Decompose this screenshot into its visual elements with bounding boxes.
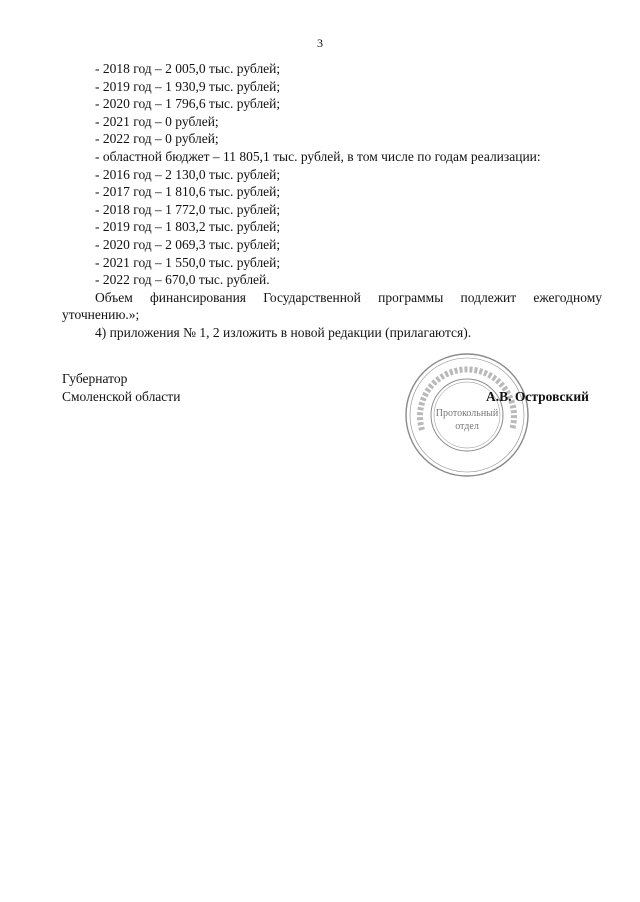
budget-line: - 2016 год – 2 130,0 тыс. рублей; bbox=[95, 166, 281, 182]
regional-budget-line: - областной бюджет – 11 805,1 тыс. рублей, в том числе по годам реализации: bbox=[95, 148, 541, 164]
signature-title-line: Смоленской области bbox=[62, 388, 181, 404]
official-seal bbox=[402, 350, 532, 480]
financing-paragraph: Объем финансирования Государственной программы подлежит ежегодному bbox=[95, 289, 602, 305]
budget-line: - 2018 год – 2 005,0 тыс. рублей; bbox=[95, 61, 281, 76]
budget-line: - 2021 год – 1 550,0 тыс. рублей; bbox=[95, 254, 281, 270]
seal-text: Протокольный bbox=[435, 408, 499, 419]
budget-line: - 2017 год – 1 810,6 тыс. рублей; bbox=[95, 184, 281, 200]
seal-text: отдел bbox=[455, 421, 479, 432]
signatory-name: А.В. Островский bbox=[486, 389, 589, 404]
financing-paragraph-end: уточнению.»; bbox=[62, 307, 140, 323]
budget-line: - 2021 год – 0 рублей; bbox=[95, 113, 219, 129]
budget-line: - 2020 год – 2 069,3 тыс. рублей; bbox=[95, 236, 281, 252]
appendix-paragraph: 4) приложения № 1, 2 изложить в новой редакции (прилагаются). bbox=[95, 324, 472, 340]
document-body bbox=[62, 60, 602, 342]
budget-line: - 2022 год – 670,0 тыс. рублей. bbox=[95, 272, 270, 288]
signature-title bbox=[62, 370, 180, 405]
page-number: 3 bbox=[317, 36, 323, 50]
signature-title-line: Губернатор bbox=[62, 371, 128, 386]
budget-line: - 2018 год – 1 772,0 тыс. рублей; bbox=[95, 201, 281, 217]
budget-line: - 2022 год – 0 рублей; bbox=[95, 131, 219, 147]
budget-line: - 2019 год – 1 803,2 тыс. рублей; bbox=[95, 219, 281, 235]
budget-line: - 2020 год – 1 796,6 тыс. рублей; bbox=[95, 96, 281, 112]
budget-line: - 2019 год – 1 930,9 тыс. рублей; bbox=[95, 78, 281, 94]
